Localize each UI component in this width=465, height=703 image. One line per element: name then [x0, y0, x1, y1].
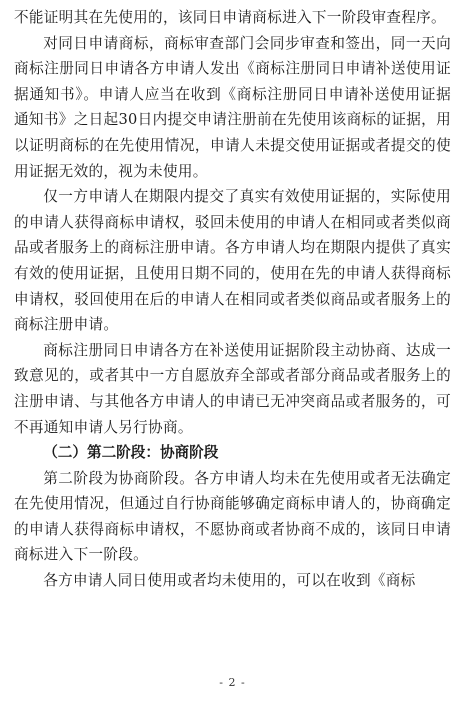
paragraph-continuation: 不能证明其在先使用的，该同日申请商标进入下一阶段审查程序。	[14, 9, 446, 26]
section-heading-stage-two: （二）第二阶段：协商阶段	[43, 444, 219, 462]
page-number: - 2 -	[219, 676, 246, 689]
paragraph-same-day-review: 对同日申请商标，商标审查部门会同步审查和签出，同一天向商标注册同日申请各方申请人发出《商标注册同日申请补送使用证据通知书》。申请人应当在收到《商标注册同日申请补送使用证据通知书》之日起30日内提交申请注册前在先使用该商标的证据，用以证明商标的在先使用情况，申请人未提交使用证据或者提交的使用证据无效的，视为未使用。	[14, 34, 451, 180]
paragraph-negotiation-during-evidence: 商标注册同日申请各方在补送使用证据阶段主动协商、达成一致意见的，或者其中一方自愿放弃全部或者部分商品或者服务上的注册申请、与其他各方申请人的申请已无冲突商品或者服务的，可不再通知申请人另行协商。	[14, 341, 451, 436]
paragraph-same-day-use: 各方申请人同日使用或者均未使用的，可以在收到《商标	[43, 572, 416, 590]
paragraph-evidence-outcome: 仅一方申请人在期限内提交了真实有效使用证据的，实际使用的申请人获得商标申请权，驳回未使用的申请人在相同或者类似商品或者服务上的商标注册申请。各方申请人均在期限内提供了真实有效的使用证据，且使用日期不同的，使用在先的申请人获得商标申请权，驳回使用在后的申请人在相同或者类似商品或者服务上的商标注册申请。	[14, 188, 451, 334]
paragraph-stage-two-description: 第二阶段为协商阶段。各方申请人均未在先使用或者无法确定在先使用情况，但通过自行协商能够确定商标申请人的，协商确定的申请人获得商标申请权，不愿协商或者协商不成的，该同日申请商标进入下一阶段。	[14, 469, 451, 564]
